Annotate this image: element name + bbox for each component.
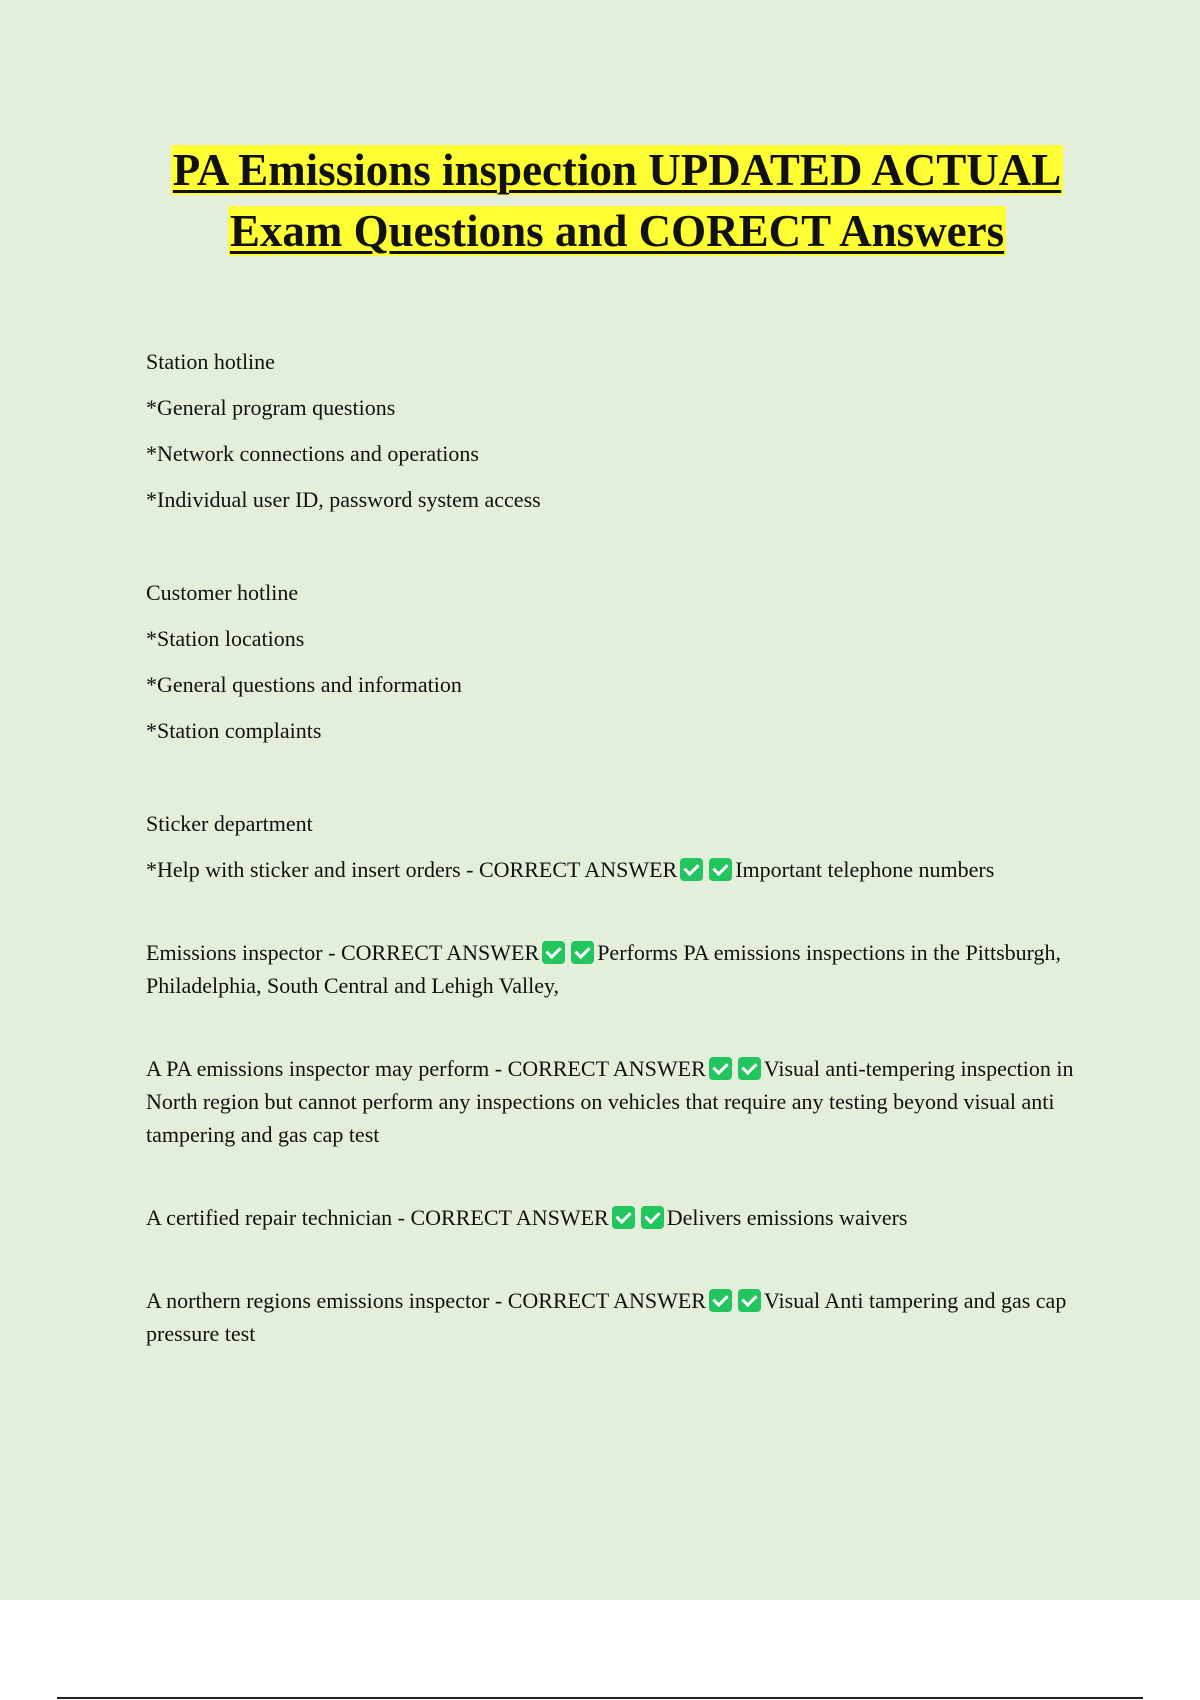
- footer-divider: [57, 1697, 1143, 1699]
- list-item: *Individual user ID, password system access: [146, 487, 541, 512]
- group-heading: Station hotline: [146, 349, 275, 374]
- qa-item: [146, 1052, 1096, 1151]
- document-body: [146, 345, 1096, 1350]
- group-station-hotline: [146, 345, 1096, 516]
- title-highlight: PA Emissions inspection UPDATED ACTUAL Exam Questions and CORECT Answers: [172, 145, 1062, 256]
- correct-answer-label: CORRECT ANSWER: [478, 857, 678, 882]
- qa-item: [146, 1284, 1096, 1350]
- list-item: *General questions and information: [146, 672, 462, 697]
- check-icon: [612, 1206, 635, 1229]
- group-heading: Sticker department: [146, 811, 313, 836]
- qa-answer: Visual anti-tempering inspection in North region but cannot perform any inspections on vehicles that require any testing beyond visual anti tampering and gas cap test: [146, 1056, 1074, 1147]
- group-customer-hotline: [146, 576, 1096, 747]
- check-icon: [680, 858, 703, 881]
- spacer: [146, 1002, 1096, 1052]
- check-icon: [571, 941, 594, 964]
- spacer: [146, 760, 1096, 807]
- check-icon: [709, 858, 732, 881]
- check-icon: [709, 1057, 732, 1080]
- qa-answer: Performs PA emissions inspections in the Pittsburgh, Philadelphia, South Central and Lehigh Valley,: [146, 940, 1062, 998]
- check-icon: [738, 1057, 761, 1080]
- check-icon: [738, 1289, 761, 1312]
- qa-answer: Visual Anti tampering and gas cap pressure test: [146, 1288, 1067, 1346]
- correct-answer-label: CORRECT ANSWER: [410, 1205, 609, 1230]
- spacer: [146, 1151, 1096, 1201]
- correct-answer-label: CORRECT ANSWER: [507, 1288, 706, 1313]
- correct-answer-label: CORRECT ANSWER: [340, 940, 540, 965]
- check-icon: [641, 1206, 664, 1229]
- qa-answer: Important telephone numbers: [735, 857, 995, 882]
- qa-question: *Help with sticker and insert orders -: [146, 857, 479, 882]
- document-title: [150, 140, 1084, 262]
- list-item: *General program questions: [146, 395, 396, 420]
- spacer: [146, 1234, 1096, 1284]
- group-sticker-department: [146, 807, 1096, 840]
- list-item: *Station locations: [146, 626, 305, 651]
- check-icon: [542, 941, 565, 964]
- spacer: [146, 886, 1096, 936]
- qa-answer: Delivers emissions waivers: [666, 1205, 908, 1230]
- qa-item: [146, 936, 1096, 1002]
- qa-item: [146, 1201, 1096, 1234]
- check-icon: [709, 1289, 732, 1312]
- qa-question: Emissions inspector -: [146, 940, 341, 965]
- group-heading: Customer hotline: [146, 580, 299, 605]
- qa-question: A PA emissions inspector may perform -: [146, 1056, 508, 1081]
- spacer: [146, 529, 1096, 576]
- qa-question: A certified repair technician -: [146, 1205, 411, 1230]
- qa-item: [146, 853, 1096, 886]
- qa-question: A northern regions emissions inspector -: [146, 1288, 508, 1313]
- list-item: *Network connections and operations: [146, 441, 479, 466]
- list-item: *Station complaints: [146, 718, 322, 743]
- correct-answer-label: CORRECT ANSWER: [507, 1056, 706, 1081]
